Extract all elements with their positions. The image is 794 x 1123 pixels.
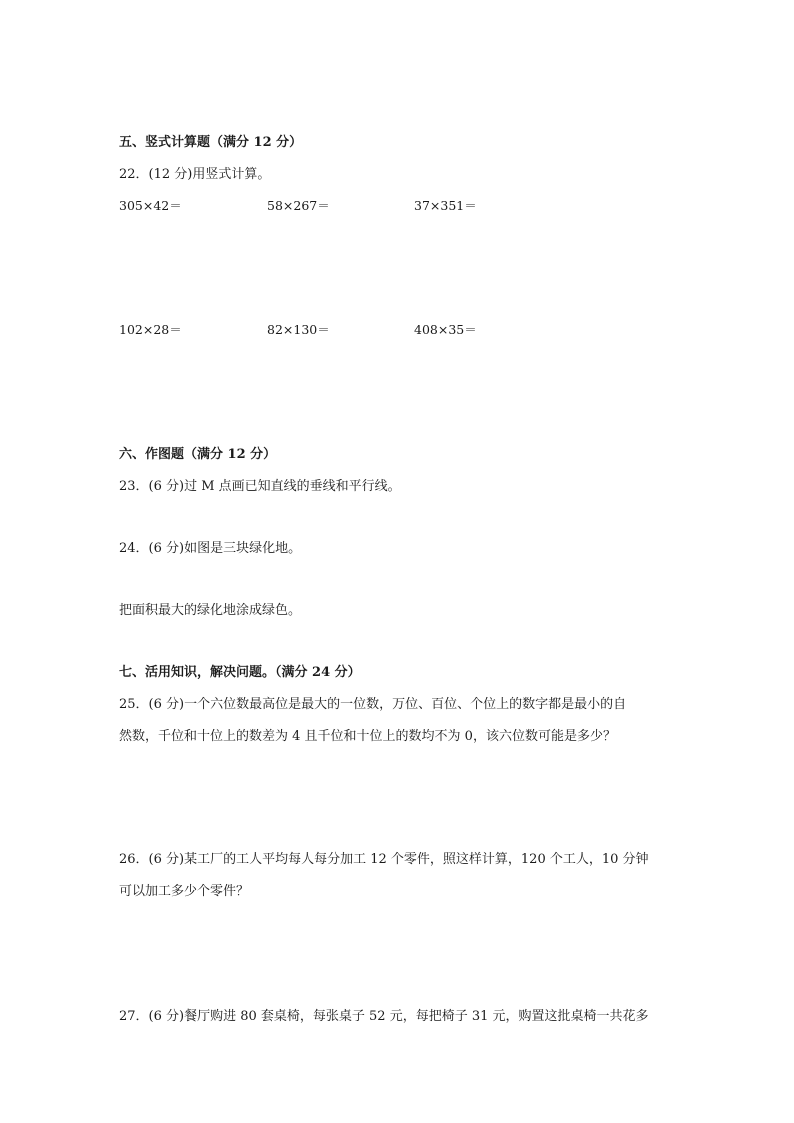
question-23: 23．(6 分)过 M 点画已知直线的垂线和平行线。 <box>119 479 401 494</box>
calc-item: 37×351＝ <box>414 198 477 213</box>
question-27-line-1: 27．(6 分)餐厅购进 80 套桌椅，每张桌子 52 元，每把椅子 31 元，购置这批桌椅一共花多 <box>119 1009 649 1024</box>
calc-item: 82×130＝ <box>267 322 330 337</box>
calc-item: 58×267＝ <box>267 198 330 213</box>
section-six-heading: 六、作图题（满分 12 分） <box>119 447 277 462</box>
section-five-heading: 五、竖式计算题（满分 12 分） <box>119 135 303 150</box>
calc-item: 305×42＝ <box>119 198 182 213</box>
calc-item: 102×28＝ <box>119 322 182 337</box>
question-22-stem: 22．(12 分)用竖式计算。 <box>119 167 271 182</box>
question-24-instruction: 把面积最大的绿化地涂成绿色。 <box>119 603 302 618</box>
question-25-line-2: 然数，千位和十位上的数差为 4 且千位和十位上的数均不为 0，该六位数可能是多少？ <box>119 729 616 744</box>
calc-item: 408×35＝ <box>414 322 477 337</box>
question-26-line-2: 可以加工多少个零件？ <box>119 884 250 899</box>
section-seven-heading: 七、活用知识，解决问题。（满分 24 分） <box>119 665 361 680</box>
question-25-line-1: 25．(6 分)一个六位数最高位是最大的一位数，万位、百位、个位上的数字都是最小的自 <box>119 697 627 712</box>
question-26-line-1: 26．(6 分)某工厂的工人平均每人每分加工 12 个零件，照这样计算，120 个工人，10 分钟 <box>119 852 649 867</box>
question-24: 24．(6 分)如图是三块绿化地。 <box>119 541 302 556</box>
